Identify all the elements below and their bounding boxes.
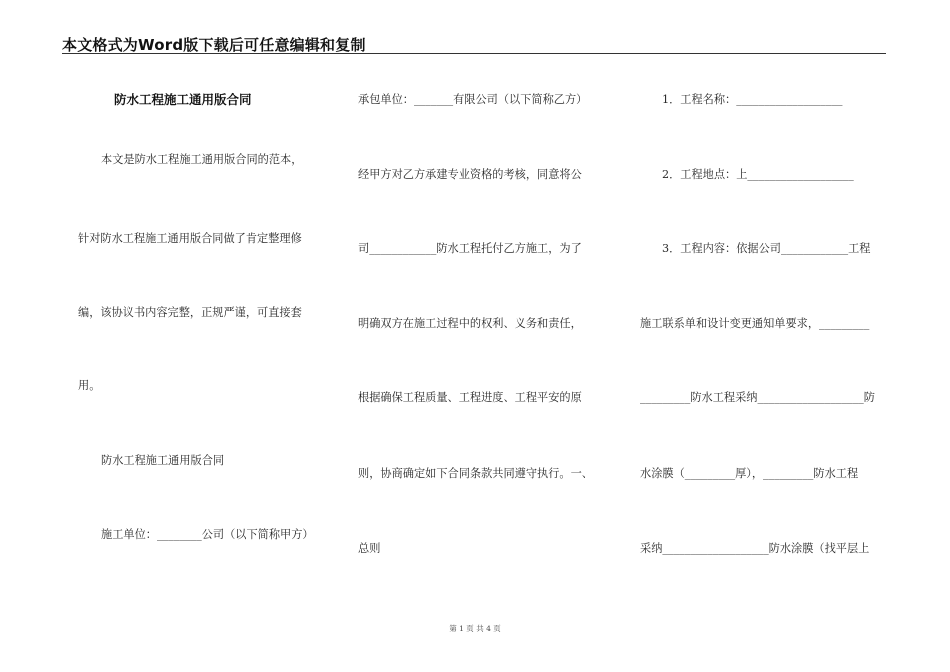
paragraph-line: 本文是防水工程施工通用版合同的范本， bbox=[101, 153, 303, 166]
paragraph-line: 施工单位：________公司（以下简称甲方） bbox=[101, 528, 314, 541]
paragraph-line: 2．工程地点：上___________________ bbox=[662, 168, 854, 181]
document-title: 防水工程施工通用版合同 bbox=[114, 92, 252, 107]
paragraph-line: 施工联系单和设计变更通知单要求，_________ bbox=[640, 317, 870, 330]
paragraph-line: 3．工程内容：依据公司____________工程 bbox=[662, 242, 871, 255]
paragraph-line: 司____________防水工程托付乙方施工，为了 bbox=[358, 242, 582, 255]
paragraph-line: 针对防水工程施工通用版合同做了肯定整理修 bbox=[78, 232, 302, 245]
paragraph-line: 明确双方在施工过程中的权利、义务和责任， bbox=[358, 317, 582, 330]
paragraph-line: 1．工程名称：___________________ bbox=[662, 93, 843, 106]
header-divider bbox=[62, 53, 886, 54]
paragraph-line: 则，协商确定如下合同条款共同遵守执行。一、 bbox=[358, 467, 593, 480]
paragraph-line: 总则 bbox=[358, 542, 381, 555]
paragraph-line: 用。 bbox=[78, 379, 101, 392]
paragraph-line: 防水工程施工通用版合同 bbox=[101, 454, 225, 467]
paragraph-line: 根据确保工程质量、工程进度、工程平安的原 bbox=[358, 391, 582, 404]
paragraph-line: 编，该协议书内容完整，正规严谨，可直接套 bbox=[78, 306, 302, 319]
page-number: 第 1 页 共 4 页 bbox=[449, 624, 501, 633]
paragraph-line: 经甲方对乙方承建专业资格的考核，同意将公 bbox=[358, 168, 582, 181]
header-title: 本文格式为Word版下载后可任意编辑和复制 bbox=[62, 36, 366, 54]
paragraph-line: 采纳___________________防水涂膜（找平层上 bbox=[640, 542, 870, 555]
paragraph-line: _________防水工程采纳___________________防 bbox=[640, 391, 875, 404]
paragraph-line: 水涂膜（_________厚），_________防水工程 bbox=[640, 467, 859, 480]
paragraph-line: 承包单位：_______有限公司（以下简称乙方） bbox=[358, 93, 588, 106]
